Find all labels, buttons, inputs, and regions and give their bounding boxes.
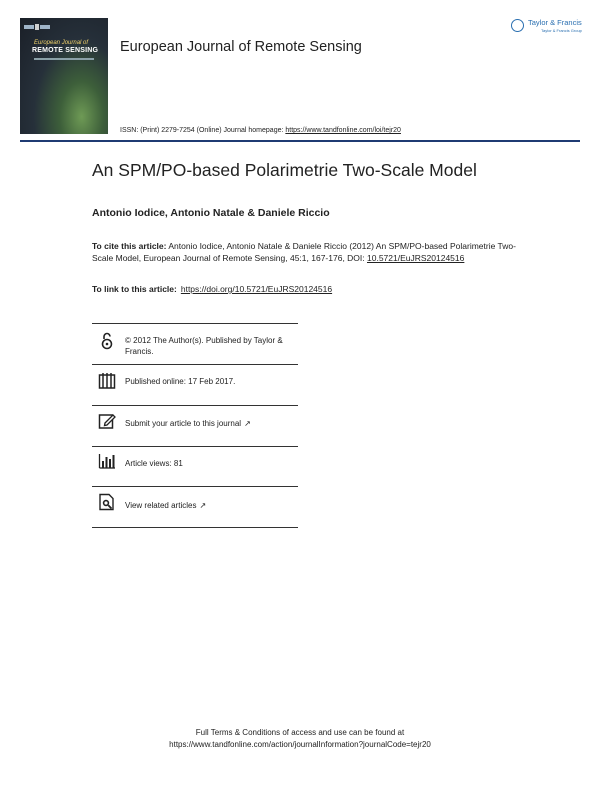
edit-icon	[98, 412, 116, 430]
info-row-views[interactable]	[92, 452, 298, 478]
journal-title[interactable]: European Journal of Remote Sensing	[120, 39, 362, 55]
published-online-text: Published online: 17 Feb 2017.	[125, 377, 236, 386]
cite-text: Antonio Iodice, Antonio Natale & Daniele Riccio (2012) An SPM/PO-based Polarimetrie Two-Scale Model, European Journal of Remote Sensing, 45:1, 167-176, DOI:	[92, 241, 516, 263]
publisher-logo-sub: Taylor & Francis Group	[541, 28, 582, 33]
citation	[92, 240, 524, 264]
journal-homepage-link[interactable]: https://www.tandfonline.com/loi/tejr20	[285, 127, 401, 134]
journal-cover-image	[20, 18, 108, 134]
article-views-text: Article views: 81	[125, 459, 183, 468]
info-row-published	[92, 370, 298, 396]
satellite-icon	[22, 20, 52, 36]
bar-chart-icon	[98, 452, 116, 470]
related-articles-link[interactable]	[125, 500, 300, 511]
cover-rule	[34, 58, 94, 60]
issn-line	[120, 127, 401, 134]
info-row-copyright	[92, 330, 298, 362]
info-row-related[interactable]	[92, 493, 298, 519]
article-doi-url[interactable]: https://doi.org/10.5721/EuJRS20124516	[180, 284, 333, 294]
open-access-icon	[98, 332, 116, 350]
link-label: To link to this article:	[92, 284, 177, 294]
info-divider	[92, 446, 298, 447]
info-divider-bottom	[92, 527, 298, 528]
publisher-logo-icon	[511, 19, 524, 32]
info-divider	[92, 405, 298, 406]
header-divider	[20, 140, 580, 142]
terms-text: Full Terms & Conditions of access and use can be found at	[195, 728, 405, 737]
cover-title-line2: REMOTE SENSING	[32, 47, 99, 54]
info-divider-top	[92, 323, 298, 324]
external-link-icon: ↗	[199, 501, 207, 510]
calendar-icon	[98, 372, 116, 390]
submit-article-label: Submit your article to this journal	[125, 419, 242, 428]
copyright-text: © 2012 The Author(s). Published by Taylor & Francis.	[125, 336, 283, 356]
cite-doi-link[interactable]: 10.5721/EuJRS20124516	[367, 253, 465, 263]
article-link	[92, 284, 332, 294]
submit-article-link[interactable]	[125, 418, 300, 429]
issn-text: ISSN: (Print) 2279-7254 (Online) Journal homepage:	[120, 127, 286, 134]
info-divider	[92, 486, 298, 487]
related-search-icon	[98, 493, 116, 511]
article-authors[interactable]: Antonio Iodice, Antonio Natale & Daniele Riccio	[92, 207, 330, 219]
info-row-submit[interactable]	[92, 411, 298, 437]
article-title: An SPM/PO-based Polarimetrie Two-Scale Model	[92, 160, 477, 180]
publisher-logo-name: Taylor & Francis	[528, 18, 582, 27]
info-divider	[92, 364, 298, 365]
terms-url[interactable]: https://www.tandfonline.com/action/journalInformation?journalCode=tejr20	[169, 740, 431, 749]
cover-title-line1: European Journal of	[34, 40, 89, 46]
related-articles-label: View related articles	[125, 501, 197, 510]
publisher-logo[interactable]	[511, 17, 581, 37]
external-link-icon: ↗	[244, 419, 251, 428]
cite-label: To cite this article:	[92, 241, 167, 251]
